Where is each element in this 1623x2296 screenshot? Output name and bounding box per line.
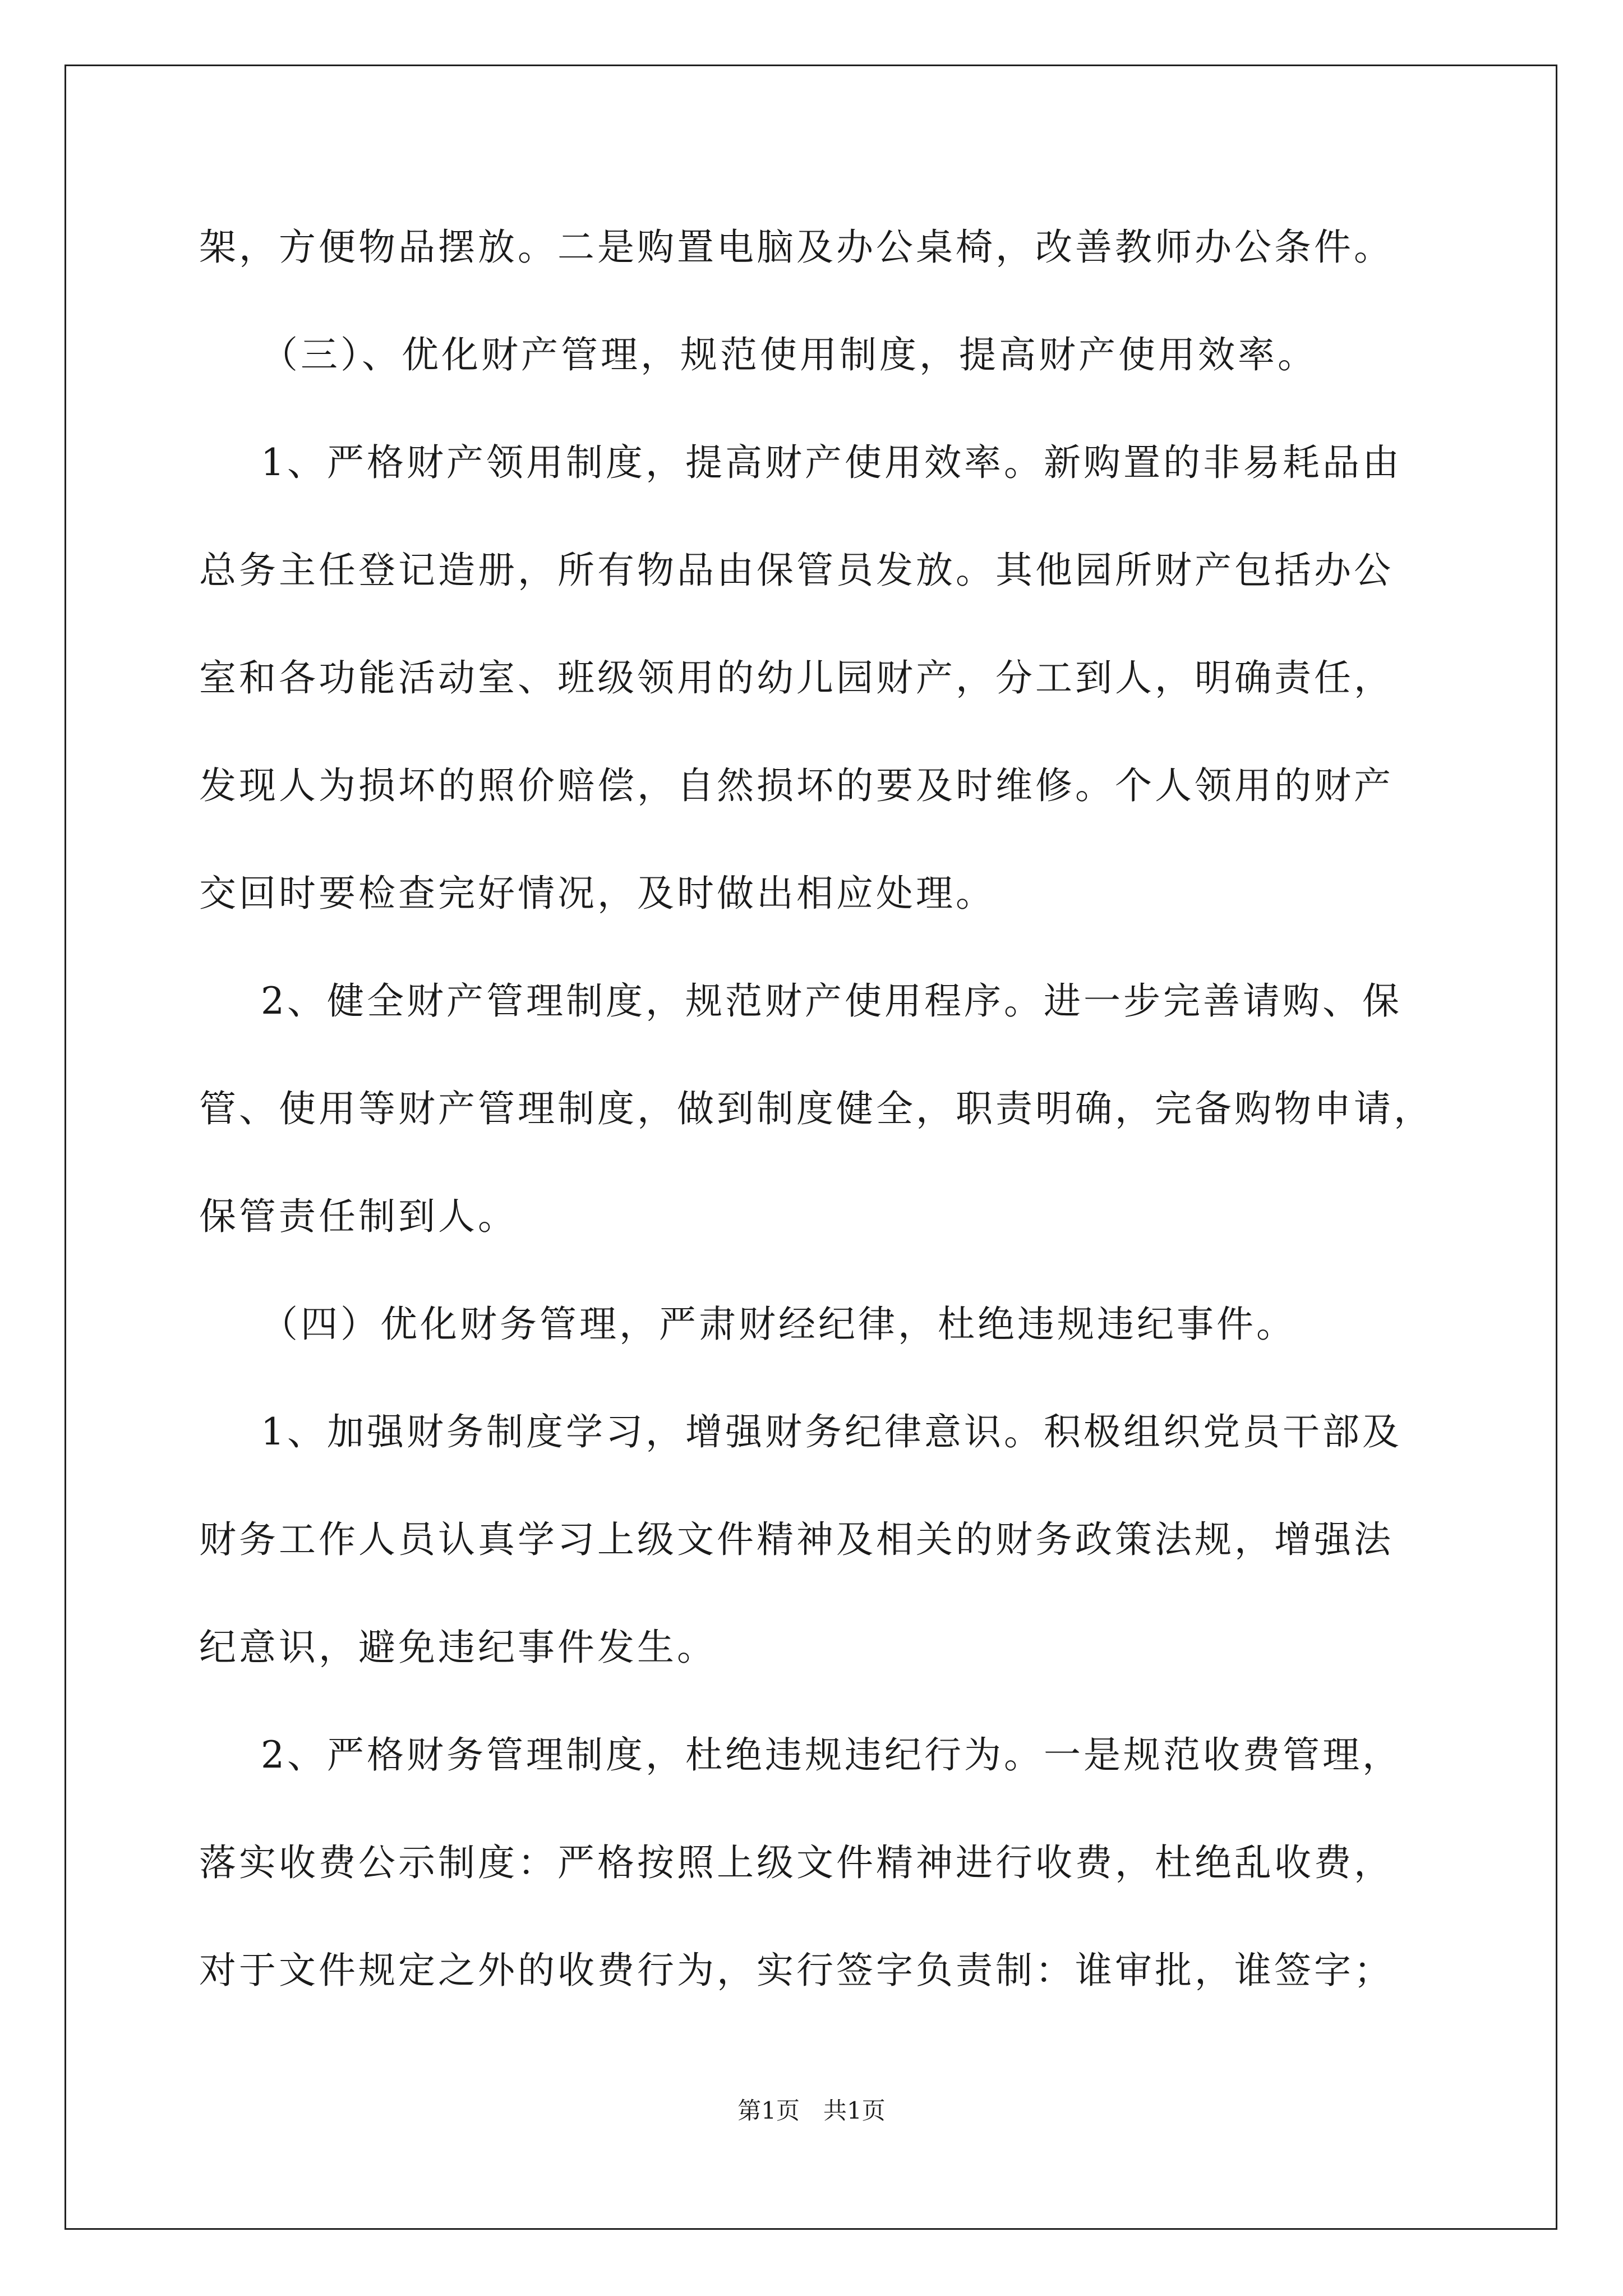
text-line: 纪意识，避免违纪事件发生。 xyxy=(199,1626,717,1669)
text-line: 2、健全财产管理制度，规范财产使用程序。进一步完善请购、保 xyxy=(261,979,1402,1023)
text-line: 架，方便物品摆放。二是购置电脑及办公桌椅，改善教师办公条件。 xyxy=(199,226,1394,269)
text-line: 保管责任制到人。 xyxy=(199,1195,518,1238)
text-line: 发现人为损坏的照价赔偿，自然损坏的要及时维修。个人领用的财产 xyxy=(199,764,1394,807)
text-line: 1、加强财务制度学习，增强财务纪律意识。积极组织党员干部及 xyxy=(261,1410,1402,1453)
text-line: 交回时要检查完好情况，及时做出相应处理。 xyxy=(199,872,995,915)
section-heading: （三）、优化财产管理，规范使用制度，提高财产使用效率。 xyxy=(261,333,1317,376)
text-line: 落实收费公示制度：严格按照上级文件精神进行收费，杜绝乱收费， xyxy=(199,1841,1394,1884)
page-footer xyxy=(0,2092,1623,2126)
text-line: 管、使用等财产管理制度，做到制度健全，职责明确，完备购物申请， xyxy=(199,1087,1433,1130)
page-number: 第1页 共1页 xyxy=(737,2097,886,2124)
text-line: 财务工作人员认真学习上级文件精神及相关的财务政策法规，增强法 xyxy=(199,1518,1394,1561)
text-line: 2、严格财务管理制度，杜绝违规违纪行为。一是规范收费管理， xyxy=(261,1733,1402,1777)
text-line: 对于文件规定之外的收费行为，实行签字负责制：谁审批，谁签字； xyxy=(199,1949,1394,1992)
document-body xyxy=(199,216,1433,2047)
text-line: 1、严格财产领用制度，提高财产使用效率。新购置的非易耗品由 xyxy=(261,441,1402,484)
text-line: 室和各功能活动室、班级领用的幼儿园财产，分工到人，明确责任， xyxy=(199,656,1394,700)
section-heading: （四）优化财务管理，严肃财经纪律，杜绝违规违纪事件。 xyxy=(261,1303,1296,1346)
text-line: 总务主任登记造册，所有物品由保管员发放。其他园所财产包括办公 xyxy=(199,549,1394,592)
